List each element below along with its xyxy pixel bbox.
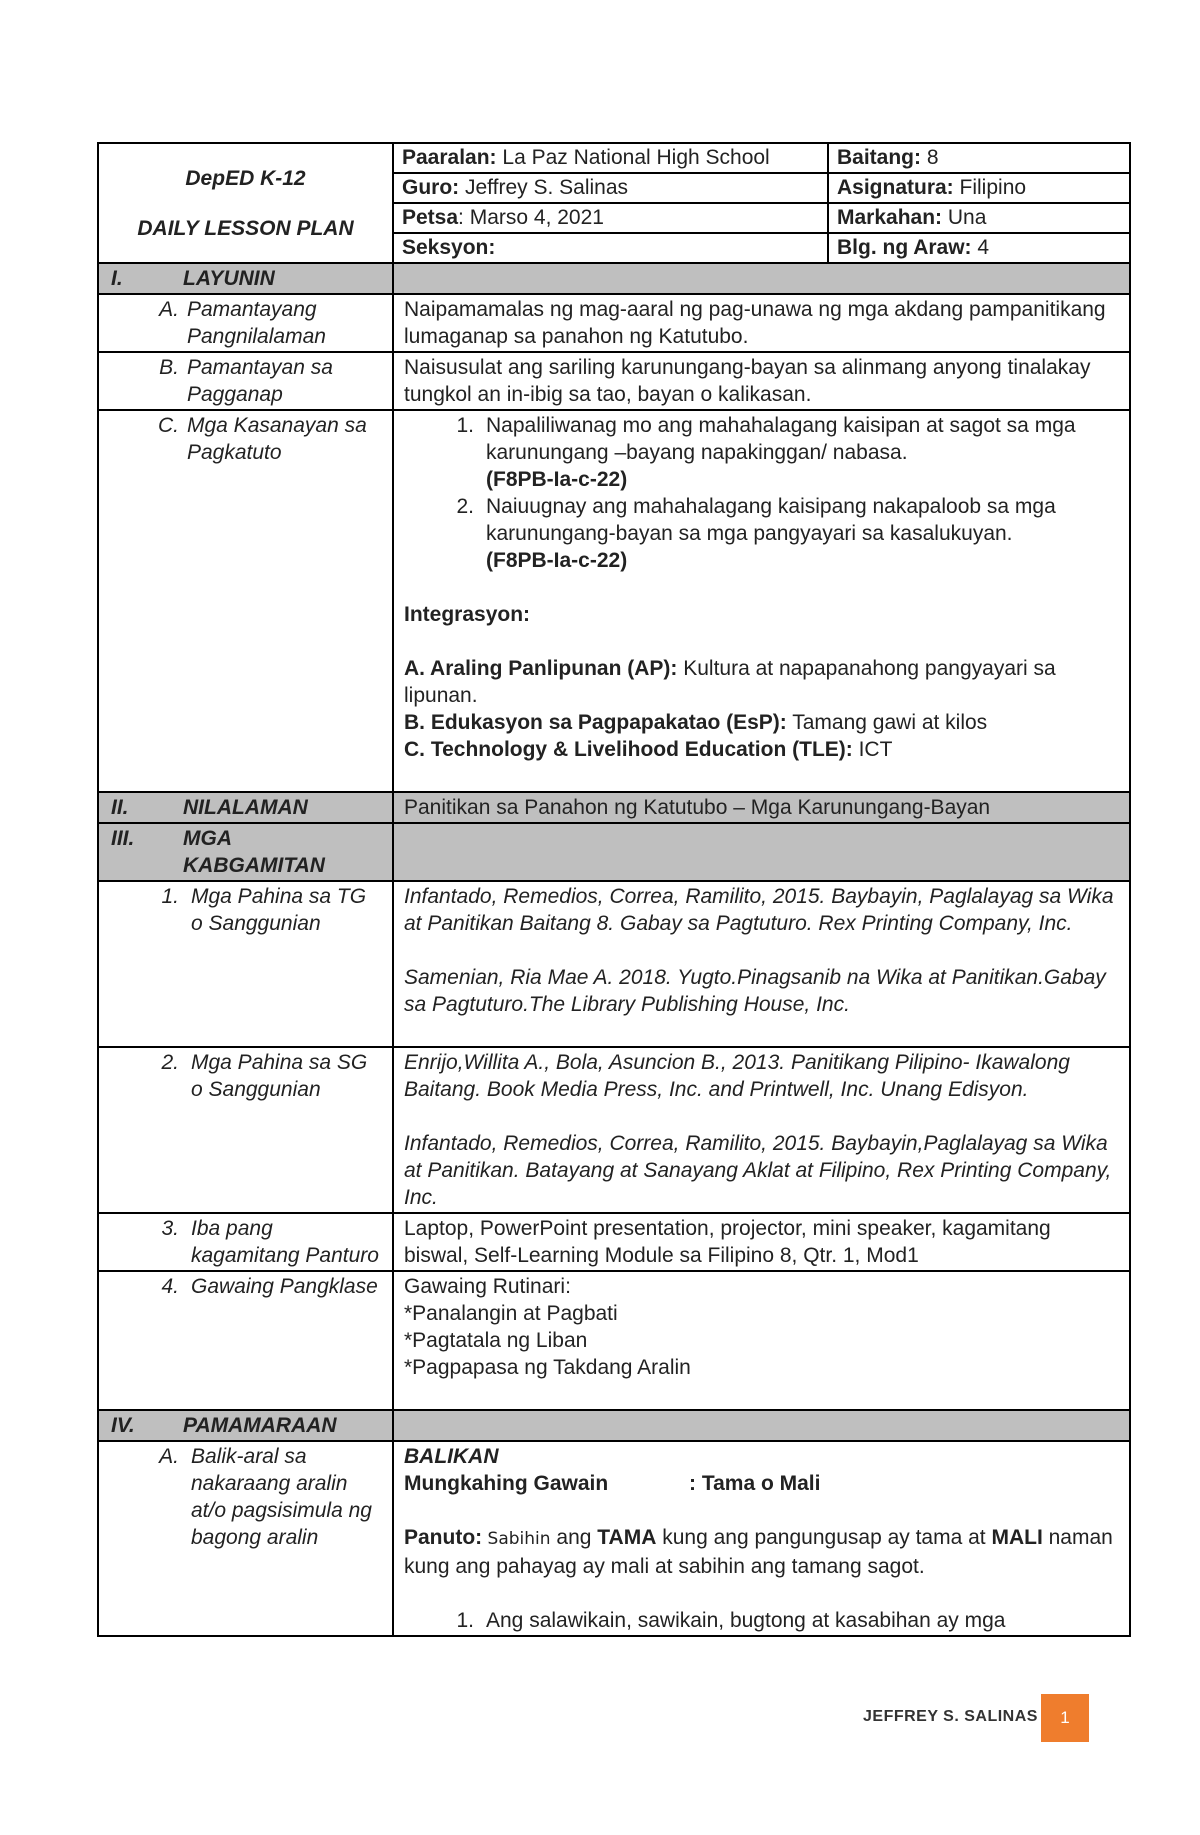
balikan-heading: BALIKAN	[404, 1445, 499, 1468]
seksyon-cell	[393, 233, 828, 263]
mungkahi-value: : Tama o Mali	[689, 1472, 821, 1495]
objective-num: 2.	[456, 495, 474, 518]
section-nilalaman-title: NILALAMAN	[183, 796, 308, 819]
baitang-value: 8	[921, 146, 939, 169]
section-kagamitan-num: III.	[111, 827, 135, 850]
balikan-item-num: 1.	[456, 1609, 474, 1632]
kagamitan-iba-num: 3.	[161, 1217, 179, 1240]
integrasyon-tle	[404, 736, 1119, 763]
layunin-a-num: A.	[159, 298, 179, 321]
layunin-b-num: B.	[159, 356, 179, 379]
mungkahi-label: Mungkahing Gawain	[404, 1472, 609, 1495]
sg-reference: Infantado, Remedios, Correa, Ramilito, 2015. Baybayin,Paglalayag sa Wika at Panitikan. Batayang at Sanayang Aklat at Filipino, Rex Printing Company, Inc.	[404, 1132, 1112, 1209]
seksyon-label: Seksyon:	[402, 236, 496, 259]
lesson-plan-table	[97, 142, 1131, 1637]
section-nilalaman-num: II.	[111, 796, 129, 819]
integrasyon-ap	[404, 655, 1119, 709]
layunin-b-text: Naisusulat ang sariling karunungang-bayan sa alinmang anyong tinalakay tungkol an in-ibig sa tao, bayan o kalikasan.	[393, 352, 1130, 410]
integrasyon-esp-label: B. Edukasyon sa Pagpapakatao (EsP):	[404, 711, 787, 734]
objective-text: Napaliliwanag mo ang mahahalagang kaisipan at sagot sa mga karunungang –bayang napakinggan/ nabasa.	[486, 414, 1076, 464]
objective-item	[404, 493, 1119, 574]
layunin-c-content	[393, 410, 1130, 792]
guro-label: Guro:	[402, 176, 460, 199]
araw-label: Blg. ng Araw:	[837, 236, 972, 259]
mungkahi-line	[404, 1470, 1119, 1497]
gawain-line: Gawaing Rutinari:	[404, 1275, 571, 1298]
sg-reference: Enrijo,Willita A., Bola, Asuncion B., 2013. Panitikang Pilipino- Ikawalong Baitang. Book Media Press, Inc. and Printwell, Inc. Unang Edisyon.	[404, 1051, 1070, 1101]
objective-item	[404, 412, 1119, 493]
araw-value: 4	[971, 236, 990, 259]
markahan-cell	[828, 203, 1130, 233]
petsa-value: : Marso 4, 2021	[458, 206, 604, 229]
panuto-label: Panuto:	[404, 1526, 483, 1549]
section-layunin-num: I.	[111, 267, 123, 290]
kagamitan-tg-label: Mga Pahina sa TG o Sanggunian	[191, 885, 367, 935]
paaralan-label: Paaralan:	[402, 146, 497, 169]
section-kagamitan	[98, 823, 1130, 881]
markahan-value: Una	[942, 206, 987, 229]
kagamitan-iba-label: Iba pang kagamitang Panturo	[191, 1217, 379, 1267]
tg-reference: Samenian, Ria Mae A. 2018. Yugto.Pinagsanib na Wika at Panitikan.Gabay sa Pagtuturo.The Library Publishing House, Inc.	[404, 966, 1106, 1016]
section-pamamaraan-title: PAMAMARAAN	[183, 1414, 337, 1437]
baitang-cell	[828, 143, 1130, 173]
panuto-mali: MALI	[991, 1526, 1043, 1549]
panuto-small: Sabihin	[482, 1529, 551, 1549]
objective-text: Naiuugnay ang mahahalagang kaisipang nakapaloob sa mga karunungang-bayan sa mga pangyayari sa kasalukuyan.	[486, 495, 1056, 545]
araw-cell	[828, 233, 1130, 263]
objective-code: (F8PB-Ia-c-22)	[486, 549, 628, 572]
kagamitan-tg-num: 1.	[161, 885, 179, 908]
layunin-a-label: Pamantayang Pangnilalaman	[187, 298, 326, 348]
kagamitan-sg-label: Mga Pahina sa SG o Sanggunian	[191, 1051, 368, 1101]
panuto-text: kung ang pangungusap ay tama at	[656, 1526, 992, 1549]
integrasyon-esp-text: Tamang gawi at kilos	[786, 711, 988, 734]
lesson-plan-sheet	[97, 142, 1129, 1637]
asignatura-label: Asignatura:	[837, 176, 954, 199]
objective-num: 1.	[456, 414, 474, 437]
panuto-text: ang	[550, 1526, 598, 1549]
section-layunin-title: LAYUNIN	[183, 267, 275, 290]
section-layunin	[98, 263, 1130, 294]
page-number: 1	[1041, 1694, 1089, 1742]
guro-cell	[393, 173, 828, 203]
kagamitan-gawain-num: 4.	[161, 1275, 179, 1298]
section-kagamitan-title: MGA KABGAMITAN	[183, 827, 325, 877]
integrasyon-ap-label: A. Araling Panlipunan (AP):	[404, 657, 678, 680]
objective-code: (F8PB-Ia-c-22)	[486, 468, 628, 491]
gawain-line: *Pagtatala ng Liban	[404, 1329, 588, 1352]
baitang-label: Baitang:	[837, 146, 921, 169]
kagamitan-gawain-label: Gawaing Pangklase	[191, 1275, 378, 1298]
gawain-line: *Pagpapasa ng Takdang Aralin	[404, 1356, 691, 1379]
gawain-line: *Panalangin at Pagbati	[404, 1302, 618, 1325]
layunin-c-num: C.	[158, 414, 179, 437]
asignatura-cell	[828, 173, 1130, 203]
paaralan-cell	[393, 143, 828, 173]
integrasyon-tle-text: ICT	[852, 738, 893, 761]
balikan-item	[404, 1607, 1119, 1634]
layunin-a-text: Naipamamalas ng mag-aaral ng pag-unawa ng mga akdang pampanitikang lumaganap sa panahon ng Katutubo.	[393, 294, 1130, 352]
layunin-b-label: Pamantayan sa Pagganap	[187, 356, 333, 406]
balikan-item-text: Ang salawikain, sawikain, bugtong at kasabihan ay mga	[486, 1609, 1006, 1632]
paaralan-value: La Paz National High School	[496, 146, 770, 169]
layunin-c-label: Mga Kasanayan sa Pagkatuto	[187, 414, 367, 464]
panuto-text: naman kung ang pahayag ay mali at sabihin ang tamang sagot.	[404, 1526, 1113, 1578]
pamamaraan-a-num: A.	[159, 1445, 179, 1468]
nilalaman-text: Panitikan sa Panahon ng Katutubo – Mga Karunungang-Bayan	[393, 792, 1130, 823]
integrasyon-esp	[404, 709, 1119, 736]
pamamaraan-a-label: Balik-aral sa nakaraang aralin at/o pagsisimula ng bagong aralin	[191, 1445, 372, 1549]
integrasyon-label: Integrasyon:	[404, 603, 531, 626]
brand-cell	[98, 143, 393, 263]
tg-reference: Infantado, Remedios, Correa, Ramilito, 2015. Baybayin, Paglalayag sa Wika at Panitikan Baitang 8. Gabay sa Pagtuturo. Rex Printing Company, Inc.	[404, 885, 1114, 935]
guro-value: Jeffrey S. Salinas	[459, 176, 629, 199]
panuto-tama: TAMA	[597, 1526, 657, 1549]
integrasyon-tle-label: C. Technology & Livelihood Education (TLE):	[404, 738, 853, 761]
markahan-label: Markahan:	[837, 206, 943, 229]
asignatura-value: Filipino	[953, 176, 1027, 199]
petsa-cell	[393, 203, 828, 233]
petsa-label: Petsa	[402, 206, 459, 229]
integrasyon-ap-text: Kultura at napapanahong pangyayari sa lipunan.	[404, 657, 1056, 707]
section-nilalaman	[98, 792, 1130, 823]
panuto	[404, 1524, 1119, 1580]
kagamitan-sg-num: 2.	[161, 1051, 179, 1074]
footer-author: JEFFREY S. SALINAS	[863, 1708, 1038, 1725]
brand-line1: DepED K-12	[185, 167, 306, 190]
brand-line2: DAILY LESSON PLAN	[137, 217, 354, 240]
section-pamamaraan-num: IV.	[111, 1414, 135, 1437]
section-pamamaraan	[98, 1410, 1130, 1441]
kagamitan-iba-text: Laptop, PowerPoint presentation, projector, mini speaker, kagamitang biswal, Self-Learning Module sa Filipino 8, Qtr. 1, Mod1	[393, 1213, 1130, 1271]
